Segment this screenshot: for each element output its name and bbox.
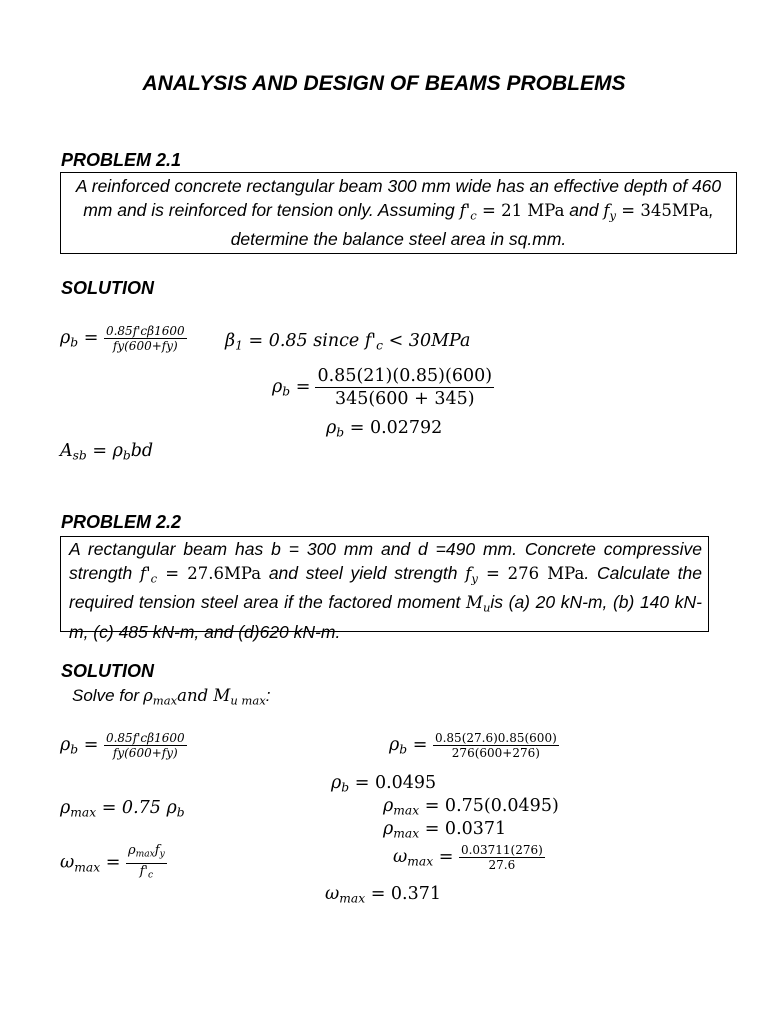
rho-b-substitution: $\rho_b$ = $\frac{0.85(21)(0.85)(600)}{345(600 + 345)}$ [272, 366, 493, 409]
rho-b-formula-2: $\rho_b$ = $\frac{0.85f'c\beta 1600}{fy(600+fy)}$ [60, 731, 185, 760]
problem-2-2-heading: PROBLEM 2.2 [61, 512, 182, 532]
rho-max-substitution: $\rho_{max} = 0.75(0.0495)$ [383, 796, 559, 818]
mu-symbol: $M_u$ [466, 593, 491, 615]
statement-text: , determine the balance steel area in sq.mm. [230, 200, 714, 250]
omega-max-substitution: $\omega_{max}$ = $\frac{0.03711(276)}{27.6}$ [393, 843, 543, 872]
rho-b-substitution-2: $\rho_b$ = $\frac{0.85(27.6)0.85(600)}{276(600+276)}$ [389, 731, 557, 760]
rho-b-sub-denominator: 345(600 + 345) [334, 389, 475, 409]
rho-b-result: $\rho_b = 0.02792$ [326, 418, 443, 440]
statement-text: and steel yield strength [268, 563, 458, 583]
solve-for-line: Solve for $\rho_{max}and$ $M_{u max}$: [72, 686, 271, 708]
statement-text: . Calculate the required tension steel area if the factored moment [69, 563, 703, 613]
rho-b-sub-numerator: 0.85(21)(0.85)(600) [317, 366, 493, 386]
fy-symbol: $f_y = 345MPa$ [603, 201, 709, 223]
statement-text: A reinforced concrete rectangular beam 300 mm wide has an effective depth of 460 mm and is reinforced for tension only. Assuming [75, 176, 722, 220]
problem-2-1-statement [60, 172, 737, 254]
fc-symbol: $f'_c = 21$ MPa [459, 201, 565, 223]
problem-2-2-statement [60, 536, 709, 642]
rho-b-numerator: 0.85f'cβ1600 [105, 324, 185, 338]
rho-max-formula: $\rho_{max} = 0.75$ $\rho_b$ [60, 798, 185, 820]
rho-b-denominator: fy(600+fy) [112, 339, 178, 353]
asb-equation: $A_{sb} = \rho_bbd$ [60, 441, 154, 463]
rho-max-result: $\rho_{max} = 0.0371$ [383, 819, 507, 841]
omega-max-result: $\omega_{max} = 0.371$ [325, 884, 442, 906]
problem-2-1-solution-heading: SOLUTION [61, 278, 154, 298]
fy-value: 276 MPa [507, 564, 585, 583]
fy-symbol: $f_y$ = [465, 564, 500, 586]
statement-text: A rectangular beam has b = 300 mm and d =490 mm. Concrete compressive strength [69, 539, 702, 583]
fc-symbol: $f'_c = 27.6MPa$ [140, 564, 262, 586]
problem-2-2-solution-heading: SOLUTION [61, 661, 154, 681]
statement-text: and [569, 200, 599, 220]
rho-b-result-2: $\rho_b = 0.0495$ [331, 773, 437, 795]
beta-1-equation: $\beta_1 = 0.85$ since $f'_c < 30MPa$ [225, 331, 471, 353]
omega-max-formula: $\omega_{max}$ = $\frac{\rho_{max}f_y}{f'_c}$ [60, 843, 165, 881]
page-title: ANALYSIS AND DESIGN OF BEAMS PROBLEMS [142, 72, 626, 95]
rho-b-formula: $\rho_b$ = $\frac{0.85f'c\beta 1600}{fy(600+fy)}$ [60, 324, 185, 353]
statement-text: is (a) 20 kN-m, (b) 140 kN-m, (c) 485 kN-m, and (d)620 kN-m. [69, 592, 702, 642]
problem-2-1-heading: PROBLEM 2.1 [61, 150, 182, 170]
